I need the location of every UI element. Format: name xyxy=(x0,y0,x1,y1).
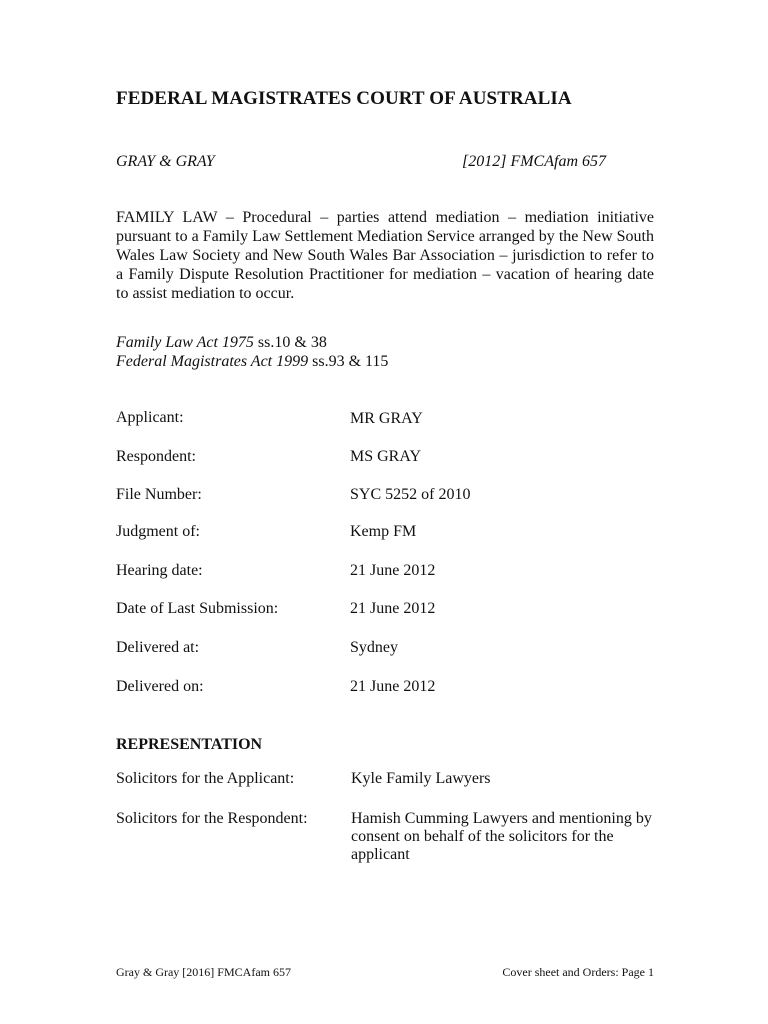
footer-page-number: Cover sheet and Orders: Page 1 xyxy=(502,965,654,979)
legislation-act: Family Law Act 1975 xyxy=(116,334,254,351)
respondent-solicitors-label: Solicitors for the Respondent: xyxy=(116,810,308,827)
applicant-value: MR GRAY xyxy=(350,410,423,427)
delivered-at-label: Delivered at: xyxy=(116,639,200,656)
judgment-of-label: Judgment of: xyxy=(116,523,200,540)
last-submission-value: 21 June 2012 xyxy=(350,600,436,617)
applicant-solicitors-label: Solicitors for the Applicant: xyxy=(116,770,295,787)
judgment-of-value: Kemp FM xyxy=(350,523,417,540)
legislation-item xyxy=(116,334,327,352)
respondent-label: Respondent: xyxy=(116,448,196,465)
file-number-label: File Number: xyxy=(116,486,202,503)
respondent-solicitors-value: Hamish Cumming Lawyers and mentioning by consent on behalf of the solicitors for the applicant xyxy=(351,810,652,863)
case-name: GRAY & GRAY xyxy=(116,153,215,170)
file-number-value: SYC 5252 of 2010 xyxy=(350,486,471,503)
applicant-solicitors-value: Kyle Family Lawyers xyxy=(351,770,491,787)
respondent-value: MS GRAY xyxy=(350,448,421,465)
case-citation: [2012] FMCAfam 657 xyxy=(462,153,606,170)
catchwords-paragraph: FAMILY LAW – Procedural – parties attend mediation – mediation initiative pursuant to a Family Law Settlement Mediation Service arranged by the New South Wales Law Society and New South Wales Bar Association – jurisdiction to refer to a Family Dispute Resolution Practitioner for mediation – vacation of hearing date to assist mediation to occur. xyxy=(116,209,654,302)
legislation-act: Federal Magistrates Act 1999 xyxy=(116,353,309,370)
hearing-date-label: Hearing date: xyxy=(116,562,203,579)
delivered-on-value: 21 June 2012 xyxy=(350,678,436,695)
delivered-on-label: Delivered on: xyxy=(116,678,204,695)
last-submission-label: Date of Last Submission: xyxy=(116,600,279,617)
hearing-date-value: 21 June 2012 xyxy=(350,562,436,579)
legislation-item xyxy=(116,353,388,371)
court-title: FEDERAL MAGISTRATES COURT OF AUSTRALIA xyxy=(116,88,572,109)
representation-heading: REPRESENTATION xyxy=(116,736,263,753)
footer-case-reference: Gray & Gray [2016] FMCAfam 657 xyxy=(116,965,291,979)
applicant-label: Applicant: xyxy=(116,409,184,426)
delivered-at-value: Sydney xyxy=(350,639,398,656)
legislation-sections: ss.93 & 115 xyxy=(312,353,389,370)
legislation-sections: ss.10 & 38 xyxy=(257,334,327,351)
